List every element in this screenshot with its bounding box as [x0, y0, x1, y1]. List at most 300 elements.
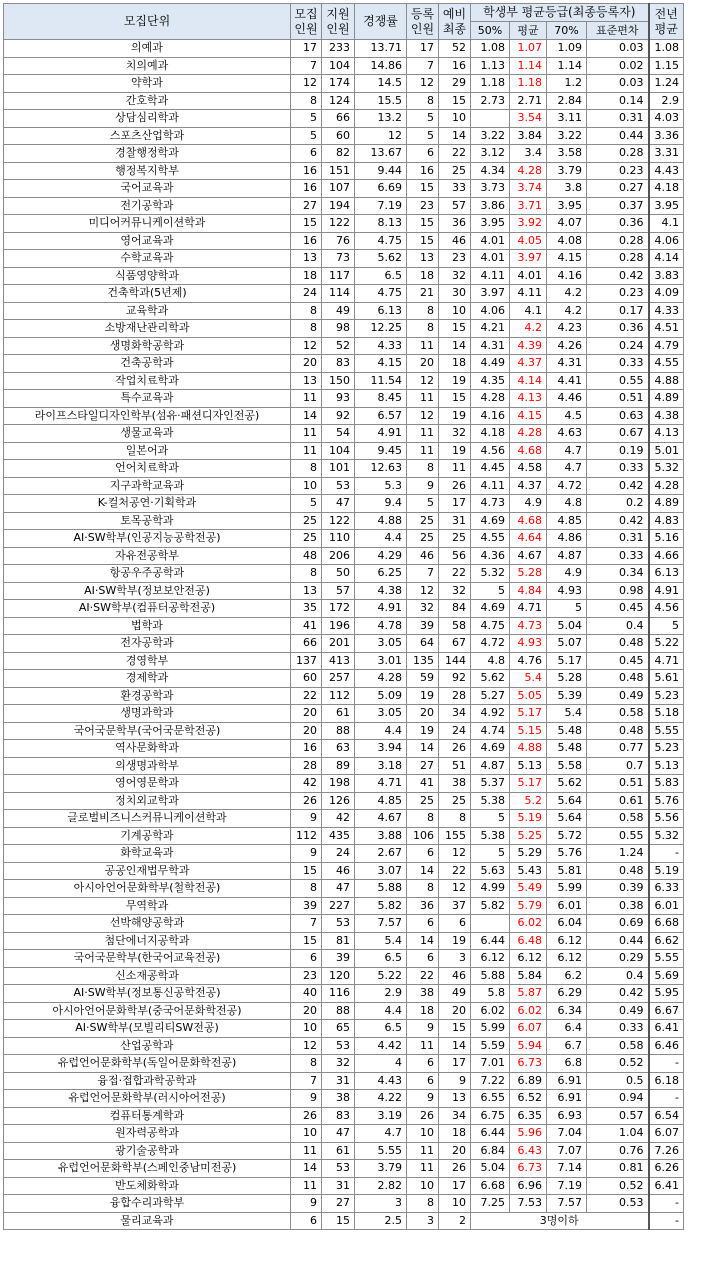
ratio-cell: 13.67 — [355, 145, 407, 163]
p70-cell: 4.8 — [547, 495, 587, 513]
sd-cell: 0.52 — [587, 1177, 649, 1195]
quota-cell: 41 — [291, 617, 322, 635]
avg-cell: 3.84 — [510, 127, 547, 145]
enrolled-cell: 46 — [407, 547, 439, 565]
p50-cell: 3.73 — [471, 180, 510, 198]
sd-cell: 0.27 — [587, 180, 649, 198]
table-row — [4, 495, 684, 513]
ratio-cell: 12 — [355, 127, 407, 145]
sd-cell: 0.77 — [587, 740, 649, 758]
prev-cell: 5.95 — [649, 985, 684, 1003]
dept-cell: 영어영문학과 — [4, 775, 291, 793]
p70-cell: 4.15 — [547, 250, 587, 268]
avg-cell: 3명이하 — [471, 1212, 649, 1230]
p50-cell: 5 — [471, 810, 510, 828]
waitlist-cell: 14 — [439, 1037, 471, 1055]
table-row — [4, 757, 684, 775]
header-dept: 모집단위 — [4, 4, 291, 40]
p50-cell: 4.73 — [471, 495, 510, 513]
prev-cell: 1.24 — [649, 75, 684, 93]
p50-cell: 3.95 — [471, 215, 510, 233]
waitlist-cell: 25 — [439, 530, 471, 548]
prev-cell: 1.08 — [649, 40, 684, 58]
p50-cell: 3.86 — [471, 197, 510, 215]
applicants-cell: 120 — [322, 967, 355, 985]
p50-cell: 5.27 — [471, 687, 510, 705]
enrolled-cell: 6 — [407, 915, 439, 933]
quota-cell: 13 — [291, 250, 322, 268]
avg-cell: 4.28 — [510, 162, 547, 180]
p70-cell: 6.91 — [547, 1072, 587, 1090]
p50-cell: 6.68 — [471, 1177, 510, 1195]
avg-cell: 4.37 — [510, 477, 547, 495]
prev-cell: 5.76 — [649, 792, 684, 810]
quota-cell: 8 — [291, 1055, 322, 1073]
avg-cell: 6.73 — [510, 1055, 547, 1073]
waitlist-cell: 29 — [439, 75, 471, 93]
avg-cell: 4.73 — [510, 617, 547, 635]
p70-cell: 4.85 — [547, 512, 587, 530]
sd-cell: 0.31 — [587, 530, 649, 548]
dept-cell: 첨단에너지공학과 — [4, 932, 291, 950]
prev-cell: 4.13 — [649, 425, 684, 443]
quota-cell: 20 — [291, 355, 322, 373]
enrolled-cell: 16 — [407, 162, 439, 180]
table-row — [4, 267, 684, 285]
table-row — [4, 1055, 684, 1073]
dept-cell: 원자력공학과 — [4, 1125, 291, 1143]
table-row — [4, 180, 684, 198]
dept-cell: 무역학과 — [4, 897, 291, 915]
p70-cell: 5.62 — [547, 775, 587, 793]
quota-cell: 42 — [291, 775, 322, 793]
sd-cell: 0.33 — [587, 460, 649, 478]
p50-cell: 4.28 — [471, 390, 510, 408]
p70-cell: 4.9 — [547, 565, 587, 583]
waitlist-cell: 26 — [439, 477, 471, 495]
enrolled-cell: 12 — [407, 582, 439, 600]
table-row — [4, 880, 684, 898]
enrolled-cell: 135 — [407, 652, 439, 670]
dept-cell: 환경공학과 — [4, 687, 291, 705]
avg-cell: 5.29 — [510, 845, 547, 863]
avg-cell: 4.28 — [510, 425, 547, 443]
quota-cell: 5 — [291, 495, 322, 513]
sd-cell: 0.58 — [587, 705, 649, 723]
ratio-cell: 4.85 — [355, 792, 407, 810]
waitlist-cell: 20 — [439, 1002, 471, 1020]
p50-cell: 3.12 — [471, 145, 510, 163]
p50-cell: 4.01 — [471, 250, 510, 268]
quota-cell: 6 — [291, 950, 322, 968]
avg-cell: 7.53 — [510, 1195, 547, 1213]
enrolled-cell: 15 — [407, 232, 439, 250]
dept-cell: 전자공학과 — [4, 635, 291, 653]
applicants-cell: 110 — [322, 530, 355, 548]
p70-cell: 4.7 — [547, 442, 587, 460]
dept-cell: 수학교육과 — [4, 250, 291, 268]
enrolled-cell: 8 — [407, 92, 439, 110]
quota-cell: 6 — [291, 1212, 322, 1230]
p50-cell: 4.01 — [471, 232, 510, 250]
table-row — [4, 600, 684, 618]
p70-cell: 3.95 — [547, 197, 587, 215]
applicants-cell: 54 — [322, 425, 355, 443]
avg-cell: 4.84 — [510, 582, 547, 600]
prev-cell: 4.1 — [649, 215, 684, 233]
ratio-cell: 5.62 — [355, 250, 407, 268]
table-row — [4, 547, 684, 565]
applicants-cell: 117 — [322, 267, 355, 285]
applicants-cell: 47 — [322, 495, 355, 513]
p50-cell: 6.44 — [471, 1125, 510, 1143]
table-row — [4, 827, 684, 845]
prev-cell: 6.33 — [649, 880, 684, 898]
enrolled-cell: 5 — [407, 127, 439, 145]
p70-cell: 5.76 — [547, 845, 587, 863]
waitlist-cell: 15 — [439, 92, 471, 110]
prev-cell: 5.32 — [649, 827, 684, 845]
dept-cell: 물리교육과 — [4, 1212, 291, 1230]
enrolled-cell: 5 — [407, 495, 439, 513]
prev-cell: 5.01 — [649, 442, 684, 460]
dept-cell: AI·SW학부(정보보안전공) — [4, 582, 291, 600]
table-row — [4, 320, 684, 338]
table-row — [4, 460, 684, 478]
waitlist-cell: 2 — [439, 1212, 471, 1230]
quota-cell: 14 — [291, 407, 322, 425]
applicants-cell: 107 — [322, 180, 355, 198]
p50-cell: 5.38 — [471, 827, 510, 845]
ratio-cell: 3.07 — [355, 862, 407, 880]
waitlist-cell: 26 — [439, 1160, 471, 1178]
table-row — [4, 810, 684, 828]
p50-cell: 4.11 — [471, 477, 510, 495]
applicants-cell: 15 — [322, 1212, 355, 1230]
enrolled-cell: 8 — [407, 302, 439, 320]
dept-cell: 융합수리과학부 — [4, 1195, 291, 1213]
dept-cell: 글로벌비즈니스커뮤니케이션학과 — [4, 810, 291, 828]
header-prev: 전년 평균 — [649, 4, 684, 40]
avg-cell: 4.68 — [510, 442, 547, 460]
sd-cell: 0.36 — [587, 320, 649, 338]
applicants-cell: 89 — [322, 757, 355, 775]
ratio-cell: 5.22 — [355, 967, 407, 985]
ratio-cell: 4.15 — [355, 355, 407, 373]
prev-cell: 3.95 — [649, 197, 684, 215]
header-sd: 표준편차 — [587, 22, 649, 40]
sd-cell: 0.42 — [587, 477, 649, 495]
avg-cell: 4.2 — [510, 320, 547, 338]
sd-cell: 1.24 — [587, 845, 649, 863]
table-row — [4, 582, 684, 600]
table-row — [4, 302, 684, 320]
ratio-cell: 3.94 — [355, 740, 407, 758]
waitlist-cell: 26 — [439, 740, 471, 758]
dept-cell: 행정복지학부 — [4, 162, 291, 180]
table-row — [4, 1125, 684, 1143]
applicants-cell: 126 — [322, 792, 355, 810]
dept-cell: 반도체화학과 — [4, 1177, 291, 1195]
table-row — [4, 40, 684, 58]
sd-cell: 0.37 — [587, 197, 649, 215]
prev-cell: 5 — [649, 617, 684, 635]
table-row — [4, 1090, 684, 1108]
table-row — [4, 197, 684, 215]
enrolled-cell: 3 — [407, 1212, 439, 1230]
dept-cell: 자유전공학부 — [4, 547, 291, 565]
sd-cell: 0.23 — [587, 162, 649, 180]
applicants-cell: 61 — [322, 1142, 355, 1160]
ratio-cell: 5.55 — [355, 1142, 407, 1160]
p70-cell: 4.08 — [547, 232, 587, 250]
dept-cell: 융접·접합과학공학과 — [4, 1072, 291, 1090]
dept-cell: 경영학부 — [4, 652, 291, 670]
quota-cell: 39 — [291, 897, 322, 915]
p50-cell: 5.88 — [471, 967, 510, 985]
p70-cell: 6.7 — [547, 1037, 587, 1055]
ratio-cell: 12.63 — [355, 460, 407, 478]
waitlist-cell: 3 — [439, 950, 471, 968]
table-row — [4, 407, 684, 425]
quota-cell: 13 — [291, 372, 322, 390]
prev-cell: 5.32 — [649, 460, 684, 478]
enrolled-cell: 19 — [407, 722, 439, 740]
prev-cell: 7.26 — [649, 1142, 684, 1160]
avg-cell: 5.79 — [510, 897, 547, 915]
dept-cell: 산업공학과 — [4, 1037, 291, 1055]
prev-cell: 5.69 — [649, 967, 684, 985]
p50-cell: 5.38 — [471, 792, 510, 810]
ratio-cell: 4 — [355, 1055, 407, 1073]
sd-cell: 0.03 — [587, 40, 649, 58]
prev-cell: 4.09 — [649, 285, 684, 303]
dept-cell: 치의예과 — [4, 57, 291, 75]
p50-cell: 4.45 — [471, 460, 510, 478]
p50-cell: 5.99 — [471, 1020, 510, 1038]
dept-cell: 약학과 — [4, 75, 291, 93]
waitlist-cell: 32 — [439, 425, 471, 443]
prev-cell: 6.01 — [649, 897, 684, 915]
p50-cell: 6.75 — [471, 1107, 510, 1125]
waitlist-cell: 20 — [439, 1142, 471, 1160]
ratio-cell: 4.42 — [355, 1037, 407, 1055]
avg-cell: 5.17 — [510, 775, 547, 793]
table-row — [4, 932, 684, 950]
avg-cell: 4.76 — [510, 652, 547, 670]
prev-cell: 6.54 — [649, 1107, 684, 1125]
sd-cell: 0.33 — [587, 547, 649, 565]
quota-cell: 10 — [291, 477, 322, 495]
avg-cell: 6.73 — [510, 1160, 547, 1178]
quota-cell: 16 — [291, 740, 322, 758]
applicants-cell: 194 — [322, 197, 355, 215]
prev-cell: - — [649, 1090, 684, 1108]
p70-cell: 4.7 — [547, 460, 587, 478]
sd-cell: 0.29 — [587, 950, 649, 968]
enrolled-cell: 18 — [407, 1002, 439, 1020]
waitlist-cell: 13 — [439, 1090, 471, 1108]
waitlist-cell: 11 — [439, 460, 471, 478]
p50-cell: 5.62 — [471, 670, 510, 688]
quota-cell: 10 — [291, 1125, 322, 1143]
prev-cell: 4.33 — [649, 302, 684, 320]
table-row — [4, 250, 684, 268]
ratio-cell: 3.19 — [355, 1107, 407, 1125]
p70-cell: 4.31 — [547, 355, 587, 373]
prev-cell: 5.23 — [649, 687, 684, 705]
applicants-cell: 46 — [322, 862, 355, 880]
enrolled-cell: 7 — [407, 565, 439, 583]
applicants-cell: 27 — [322, 1195, 355, 1213]
p50-cell: 6.44 — [471, 932, 510, 950]
prev-cell: 4.28 — [649, 477, 684, 495]
table-row — [4, 232, 684, 250]
quota-cell: 16 — [291, 232, 322, 250]
applicants-cell: 104 — [322, 57, 355, 75]
p70-cell: 5.4 — [547, 705, 587, 723]
table-row — [4, 1002, 684, 1020]
quota-cell: 15 — [291, 862, 322, 880]
sd-cell: 0.42 — [587, 512, 649, 530]
table-row — [4, 915, 684, 933]
waitlist-cell: 32 — [439, 582, 471, 600]
sd-cell: 0.5 — [587, 1072, 649, 1090]
avg-cell: 4.14 — [510, 372, 547, 390]
table-row — [4, 145, 684, 163]
table-row — [4, 792, 684, 810]
waitlist-cell: 51 — [439, 757, 471, 775]
p50-cell: 7.22 — [471, 1072, 510, 1090]
table-row — [4, 1160, 684, 1178]
enrolled-cell: 6 — [407, 145, 439, 163]
p70-cell: 5.07 — [547, 635, 587, 653]
sd-cell: 0.28 — [587, 250, 649, 268]
p50-cell: 7.25 — [471, 1195, 510, 1213]
quota-cell: 10 — [291, 1020, 322, 1038]
dept-cell: 스포츠산업학과 — [4, 127, 291, 145]
prev-cell: - — [649, 1212, 684, 1230]
waitlist-cell: 67 — [439, 635, 471, 653]
applicants-cell: 101 — [322, 460, 355, 478]
sd-cell: 0.42 — [587, 985, 649, 1003]
applicants-cell: 413 — [322, 652, 355, 670]
enrolled-cell: 36 — [407, 897, 439, 915]
waitlist-cell: 34 — [439, 705, 471, 723]
table-row — [4, 985, 684, 1003]
sd-cell: 0.23 — [587, 285, 649, 303]
dept-cell: 교육학과 — [4, 302, 291, 320]
table-row — [4, 775, 684, 793]
p70-cell: 5.39 — [547, 687, 587, 705]
p50-cell: 4.21 — [471, 320, 510, 338]
waitlist-cell: 23 — [439, 250, 471, 268]
quota-cell: 137 — [291, 652, 322, 670]
table-row — [4, 512, 684, 530]
dept-cell: 생명과학과 — [4, 705, 291, 723]
waitlist-cell: 14 — [439, 127, 471, 145]
p50-cell: 5 — [471, 582, 510, 600]
prev-cell: 6.68 — [649, 915, 684, 933]
quota-cell: 22 — [291, 687, 322, 705]
quota-cell: 20 — [291, 705, 322, 723]
quota-cell: 12 — [291, 75, 322, 93]
waitlist-cell: 24 — [439, 722, 471, 740]
waitlist-cell: 30 — [439, 285, 471, 303]
avg-cell: 4.37 — [510, 355, 547, 373]
table-row — [4, 565, 684, 583]
enrolled-cell: 39 — [407, 617, 439, 635]
applicants-cell: 93 — [322, 390, 355, 408]
avg-cell: 5.43 — [510, 862, 547, 880]
prev-cell: 5.83 — [649, 775, 684, 793]
p50-cell: 4.11 — [471, 267, 510, 285]
enrolled-cell: 10 — [407, 1177, 439, 1195]
waitlist-cell: 18 — [439, 355, 471, 373]
p70-cell: 6.8 — [547, 1055, 587, 1073]
ratio-cell: 4.88 — [355, 512, 407, 530]
waitlist-cell: 19 — [439, 932, 471, 950]
p70-cell: 4.16 — [547, 267, 587, 285]
table-row — [4, 1037, 684, 1055]
waitlist-cell: 12 — [439, 880, 471, 898]
applicants-cell: 88 — [322, 1002, 355, 1020]
quota-cell: 16 — [291, 162, 322, 180]
sd-cell: 0.48 — [587, 722, 649, 740]
prev-cell: 4.38 — [649, 407, 684, 425]
enrolled-cell: 6 — [407, 1055, 439, 1073]
applicants-cell: 76 — [322, 232, 355, 250]
applicants-cell: 49 — [322, 302, 355, 320]
p50-cell: 5 — [471, 845, 510, 863]
applicants-cell: 47 — [322, 880, 355, 898]
header-avg: 평균 — [510, 22, 547, 40]
quota-cell: 8 — [291, 880, 322, 898]
p50-cell: 4.18 — [471, 425, 510, 443]
waitlist-cell: 25 — [439, 792, 471, 810]
enrolled-cell: 15 — [407, 215, 439, 233]
dept-cell: 건축공학과 — [4, 355, 291, 373]
p70-cell: 5.28 — [547, 670, 587, 688]
admissions-table-container — [3, 3, 684, 1230]
avg-cell: 6.35 — [510, 1107, 547, 1125]
applicants-cell: 82 — [322, 145, 355, 163]
p50-cell — [471, 915, 510, 933]
ratio-cell: 4.7 — [355, 1125, 407, 1143]
quota-cell: 9 — [291, 1195, 322, 1213]
prev-cell: 4.71 — [649, 652, 684, 670]
dept-cell: 작업치료학과 — [4, 372, 291, 390]
p50-cell: 4.75 — [471, 617, 510, 635]
avg-cell: 5.84 — [510, 967, 547, 985]
prev-cell: - — [649, 845, 684, 863]
ratio-cell: 6.57 — [355, 407, 407, 425]
sd-cell: 0.2 — [587, 495, 649, 513]
p50-cell: 5.04 — [471, 1160, 510, 1178]
enrolled-cell: 5 — [407, 110, 439, 128]
p70-cell: 1.14 — [547, 57, 587, 75]
prev-cell: 3.83 — [649, 267, 684, 285]
table-row — [4, 127, 684, 145]
quota-cell: 24 — [291, 285, 322, 303]
p70-cell: 3.22 — [547, 127, 587, 145]
table-row — [4, 950, 684, 968]
prev-cell: 4.18 — [649, 180, 684, 198]
avg-cell: 4.1 — [510, 302, 547, 320]
dept-cell: 생명화학공학과 — [4, 337, 291, 355]
avg-cell: 2.71 — [510, 92, 547, 110]
applicants-cell: 88 — [322, 722, 355, 740]
